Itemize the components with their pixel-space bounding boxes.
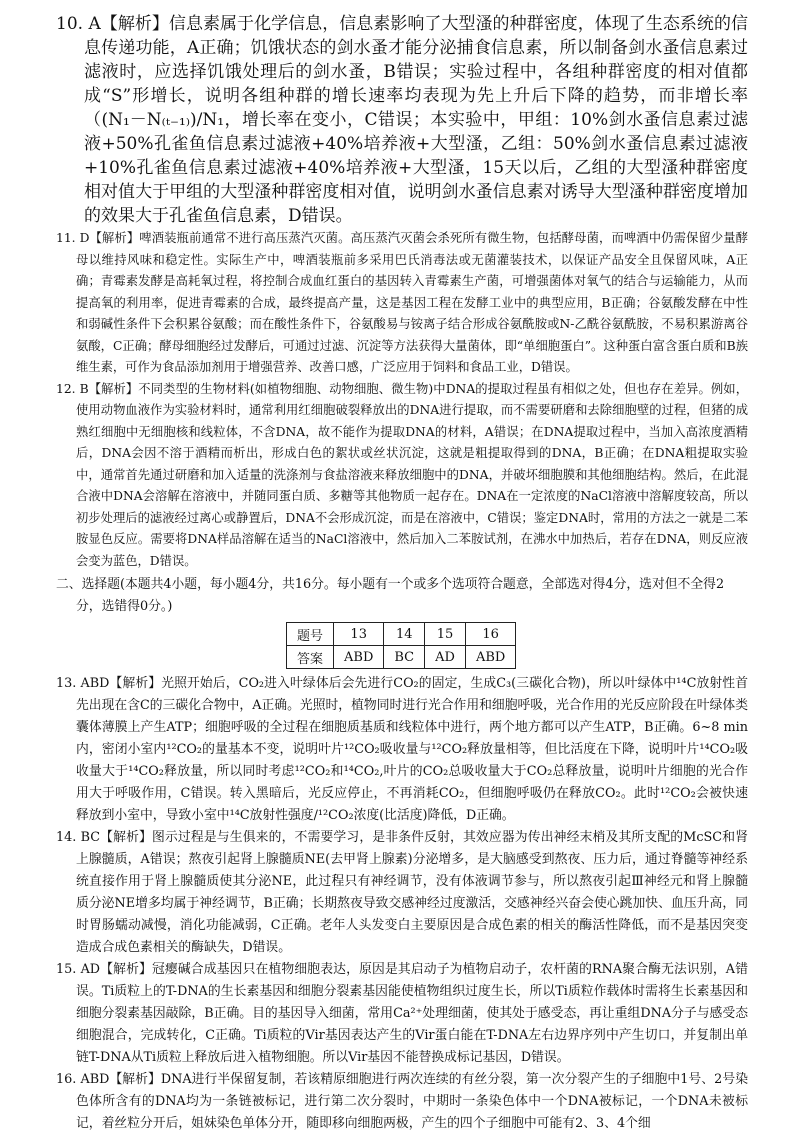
table-cell: 16 [465,623,515,646]
table-cell: 14 [384,623,425,646]
answer-q14: 14. BC【解析】图示过程是与生俱来的，不需要学习，是非条件反射，其效应器为传出神经末梢及其所支配的McSC和肾上腺髓质，A错误；熬夜引起肾上腺髓质NE(去甲肾上腺素)分泌增多，是大脑感受到熬夜、压力后，通过脊髓等神经系统直接作用于肾上腺髓质使其分泌NE，此过程只有神经调节，没有体液调节参与，所以熬夜引起Ⅲ神经元和肾上腺髓质分泌NE增多均属于神经调节，B正确；长期熬夜导致交感神经过度激活，交感神经兴奋会使心跳加快、血压升高，同时胃肠蠕动减慢，消化功能减弱，C正确。老年人头发变白主要原因是合成色素的相关的酶活性降低，而不是基因突变造成合成色素相关的酶缺失，D错误。 [56,830,748,955]
answer-q15: 15. AD【解析】冠瘿碱合成基因只在植物细胞表达，原因是其启动子为植物启动子，农杆菌的RNA聚合酶无法识别，A错误。Ti质粒上的T-DNA的生长素基因和细胞分裂素基因能使植物组织过度生长，所以Ti质粒作载体时需将生长素基因和细胞分裂素基因敲除，B正确。目的基因导入细菌，常用Ca²⁺处理细菌，使其处于感受态，再让重组DNA分子与感受态细胞混合，完成转化，C正确。Ti质粒的Vir基因表达产生的Vir蛋白能在T-DNA左右边界序列中产生切口，并复制出单链T-DNA从Ti质粒上释放后进入植物细胞。所以Vir基因不能替换成标记基因，D错误。 [56,962,748,1065]
answer-table [286,622,516,669]
answer-q11: 11. D【解析】啤酒装瓶前通常不进行高压蒸汽灭菌。高压蒸汽灭菌会杀死所有微生物，包括酵母菌，而啤酒中仍需保留少量酵母以维持风味和稳定性。实际生产中，啤酒装瓶前多采用巴氏消毒法或无菌灌装技术，以保证产品安全且保留风味，A正确；青霉素发酵是高耗氧过程，将控制合成血红蛋白的基因转入青霉素生产菌，可增强菌体对氧气的结合与运输能力，从而提高氧的利用率，促进青霉素的合成，最终提高产量，这是基因工程在发酵工业中的典型应用，B正确；谷氨酸发酵在中性和弱碱性条件下会积累谷氨酸；而在酸性条件下，谷氨酸易与铵离子结合形成谷氨酰胺或N-乙酰谷氨酰胺，不易积累游离谷氨酸，C正确；酵母细胞经过发酵后，可通过过滤、沉淀等方法获得大量菌体，即“单细胞蛋白”。这种蛋白富含蛋白质和B族维生素，可作为食品添加剂用于增强营养、改善口感，广泛应用于饲料和食品工业，D错误。 [56,231,748,374]
table-header-question-number: 题号 [287,623,334,646]
table-header-answer: 答案 [287,646,334,669]
table-cell: 15 [425,623,466,646]
answer-q13: 13. ABD【解析】光照开始后，CO₂进入叶绿体后会先进行CO₂的固定，生成C₃(三碳化合物)，所以叶绿体中¹⁴C放射性首先出现在含C的三碳化合物中，A正确。光照时，植物同时进行光合作用和细胞呼吸，光合作用的光反应阶段在叶绿体类囊体薄膜上产生ATP；细胞呼吸的全过程在细胞质基质和线粒体中进行，两个地方都可以产生ATP，B正确。6~8 min内，密闭小室内¹²CO₂的量基本不变，说明叶片¹²CO₂吸收量与¹²CO₂释放量相等，但比活度在下降，说明叶片¹⁴CO₂吸收量大于¹⁴CO₂释放量，所以同时考虑¹²CO₂和¹⁴CO₂,叶片的CO₂总吸收量大于CO₂总释放量，说明叶片细胞的光合作用大于呼吸作用，C错误。转入黑暗后，光反应停止，不再消耗CO₂，但细胞呼吸仍在释放CO₂。此时¹²CO₂会被快速释放到小室中，导致小室中¹⁴C放射性强度/¹²CO₂浓度(比活度)降低，D正确。 [56,676,748,823]
table-cell: ABD [465,646,515,669]
answer-q12: 12. B【解析】不同类型的生物材料(如植物细胞、动物细胞、微生物)中DNA的提取过程虽有相似之处，但也存在差异。例如，使用动物血液作为实验材料时，通常利用红细胞破裂释放出的DNA进行提取，而不需要研磨和去除细胞壁的过程，但猪的成熟红细胞中无细胞核和线粒体，不含DNA，故不能作为提取DNA的材料，A错误；在DNA提取过程中，当加入高浓度酒精后，DNA会因不溶于酒精而析出，形成白色的絮状或丝状沉淀，这就是粗提取得到的DNA，B正确；在DNA粗提取实验中，通常首先通过研磨和加入适量的洗涤剂与食盐溶液来释放细胞中的DNA，并破坏细胞膜和其他细胞结构。然后，在此混合液中DNA会溶解在溶液中，并随同蛋白质、多糖等其他物质一起存在。DNA在一定浓度的NaCl溶液中溶解度较高，所以初步处理后的滤液经过离心或静置后，DNA不会形成沉淀，而是在溶液中，C错误；鉴定DNA时，常用的方法之一就是二苯胺显色反应。需要将DNA样品溶解在适当的NaCl溶液中，然后加入二苯胺试剂，在沸水中加热后，若存在DNA，则反应液会变为蓝色，D错误。 [56,381,748,568]
answer-table-row-answers [287,646,516,669]
answer-q10: 10. A【解析】信息素属于化学信息，信息素影响了大型溞的种群密度，体现了生态系统的信息传递功能，A正确；饥饿状态的剑水蚤才能分泌捕食信息素，所以制备剑水蚤信息素过滤液时，应选择饥饿处理后的剑水蚤，B错误；实验过程中，各组种群密度的相对值都成“S”形增长，说明各组种群的增长速率均表现为先上升后下降的趋势，而非增长率（(N₁－N₍ₜ₋₁₎)/N₁，增长率在变小，C错误；本实验中，甲组：10%剑水蚤信息素过滤液+50%孔雀鱼信息素过滤液+40%培养液+大型溞，乙组：50%剑水蚤信息素过滤液+10%孔雀鱼信息素过滤液+40%培养液+大型溞，15天以后，乙组的大型溞种群密度相对值大于甲组的大型溞种群密度相对值，说明剑水蚤信息素对诱导大型溞种群密度增加的效果大于孔雀鱼信息素，D错误。 [56,14,748,226]
answer-q16: 16. ABD【解析】DNA进行半保留复制，若该精原细胞进行两次连续的有丝分裂，第一次分裂产生的子细胞中1号、2号染色体所含有的DNA均为一条链被标记，进行第二次分裂时，中期时一条染色体中一个DNA被标记，一个DNA未被标记，着丝粒分开后，姐妹染色单体分开，随即移向细胞两极，产生的四个子细胞中可能有2、3、4个细 [56,1072,748,1131]
table-cell: ABD [334,646,384,669]
table-cell: BC [384,646,425,669]
table-cell: 13 [334,623,384,646]
answer-table-row-numbers [287,623,516,646]
table-cell: AD [425,646,466,669]
section-heading-multiple-choice: 二、选择题(本题共4小题，每小题4分，共16分。每小题有一个或多个选项符合题意，全部选对得4分，选对但不全得2分，选错得0分。) [56,577,725,614]
